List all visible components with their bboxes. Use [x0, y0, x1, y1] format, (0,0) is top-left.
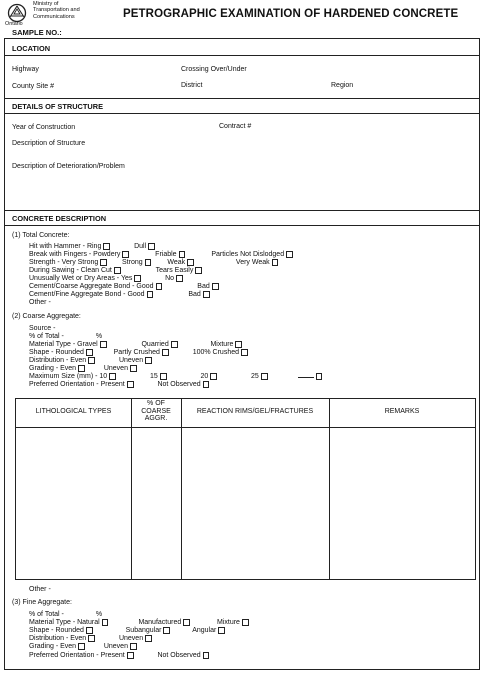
fine-not-observed-label: Not Observed: [157, 652, 201, 660]
fine-distribution-row: [29, 635, 152, 643]
break-fingers-label: Break with Fingers - Powdery: [29, 251, 121, 259]
contract-label: Contract #: [219, 123, 252, 130]
fully-crushed-checkbox[interactable]: [241, 349, 248, 356]
dull-checkbox[interactable]: [148, 243, 155, 250]
fine-mixture-checkbox[interactable]: [242, 619, 249, 626]
coarse-not-observed-label: Not Observed: [157, 381, 201, 389]
sawing-row: [29, 267, 202, 275]
size-25-label: 25: [251, 373, 259, 381]
angular-label: Angular: [192, 627, 217, 635]
wet-dry-label: Unusually Wet or Dry Areas - Yes: [29, 275, 133, 283]
coarse-mixture-label: Mixture: [210, 341, 234, 349]
coarse-bond-bad-label: Bad: [197, 283, 210, 291]
fine-bond-label: Cement/Fine Aggregate Bond - Good: [29, 291, 145, 299]
fine-pct-label: % of Total -: [29, 611, 64, 618]
max-size-row: [29, 373, 322, 381]
coarse-distribution-label: Distribution - Even: [29, 357, 87, 365]
coarse-bond-good-checkbox[interactable]: [156, 283, 163, 290]
fine-shape-label: Shape - Rounded: [29, 627, 84, 635]
natural-checkbox[interactable]: [102, 619, 109, 626]
fine-grading-label: Grading - Even: [29, 643, 77, 651]
coarse-pct-row: [29, 333, 102, 341]
manufactured-label: Manufactured: [138, 619, 182, 627]
concrete-other-label: Other -: [29, 299, 51, 306]
gravel-checkbox[interactable]: [100, 341, 107, 348]
lithology-table: [15, 398, 476, 580]
fine-not-observed-checkbox[interactable]: [203, 652, 210, 659]
coarse-grading-even-checkbox[interactable]: [78, 365, 85, 372]
size-20-label: 20: [200, 373, 209, 381]
table-other-label: Other -: [29, 586, 51, 593]
strength-row: [29, 259, 278, 267]
quarried-label: Quarried: [141, 341, 169, 349]
weak-checkbox[interactable]: [187, 259, 194, 266]
col-pct-coarse: [131, 400, 181, 423]
coarse-bond-row: [29, 283, 219, 291]
coarse-orientation-label: Preferred Orientation - Present: [29, 381, 125, 389]
table-col-divider: [131, 399, 132, 579]
coarse-dist-even-checkbox[interactable]: [88, 357, 95, 364]
particles-checkbox[interactable]: [286, 251, 293, 258]
size-15-label: 15: [149, 373, 158, 381]
coarse-bond-bad-checkbox[interactable]: [212, 283, 219, 290]
strength-label: Strength - Very Strong: [29, 259, 99, 267]
fine-material-label: Material Type - Natural: [29, 619, 100, 627]
max-size-label: Maximum Size (mm) - 10: [29, 373, 108, 381]
coarse-bond-label: Cement/Coarse Aggregate Bond - Good: [29, 283, 154, 291]
partly-crushed-label: Partly Crushed: [113, 349, 160, 357]
wet-dry-no-checkbox[interactable]: [176, 275, 183, 282]
table-header-divider: [16, 427, 475, 428]
divider: [4, 225, 480, 226]
divider: [4, 98, 480, 99]
fully-crushed-label: 100% Crushed: [192, 349, 239, 357]
concrete-heading: CONCRETE DESCRIPTION: [12, 214, 107, 223]
ontario-label: Ontario: [5, 21, 23, 27]
fine-shape-row: [29, 627, 225, 635]
fine-distribution-label: Distribution - Even: [29, 635, 87, 643]
coarse-pct-symbol: %: [95, 333, 103, 340]
coarse-orientation-row: [29, 381, 209, 389]
hit-hammer-row: [29, 243, 155, 251]
coarse-pct-label: % of Total -: [29, 333, 64, 340]
ministry-name: Ministry of Transportation and Communications: [33, 1, 80, 20]
coarse-shape-row: [29, 349, 248, 357]
table-col-divider: [329, 399, 330, 579]
year-label: Year of Construction: [12, 124, 76, 131]
very-weak-checkbox[interactable]: [272, 259, 279, 266]
fine-present-checkbox[interactable]: [127, 652, 134, 659]
fine-orientation-label: Preferred Orientation - Present: [29, 652, 125, 660]
partly-crushed-checkbox[interactable]: [162, 349, 169, 356]
subangular-checkbox[interactable]: [163, 627, 170, 634]
coarse-shape-label: Shape - Rounded: [29, 349, 84, 357]
fine-bond-bad-label: Bad: [188, 291, 201, 299]
col-reaction-rims: REACTION RIMS/GEL/FRACTURES: [196, 408, 314, 415]
coarse-mixture-checkbox[interactable]: [235, 341, 242, 348]
size-10-checkbox[interactable]: [109, 373, 116, 380]
strong-label: Strong: [122, 259, 143, 267]
divider: [4, 210, 480, 211]
dull-label: Dull: [134, 243, 147, 251]
coarse-heading: (2) Coarse Aggregate:: [12, 313, 81, 320]
sawing-label: During Sawing - Clean Cut: [29, 267, 112, 275]
wet-dry-yes-checkbox[interactable]: [134, 275, 141, 282]
fine-heading: (3) Fine Aggregate:: [12, 599, 72, 606]
size-15-checkbox[interactable]: [160, 373, 167, 380]
ring-checkbox[interactable]: [103, 243, 110, 250]
wet-dry-row: [29, 275, 183, 283]
col-pct-line-1: % OF: [147, 400, 165, 407]
quarried-checkbox[interactable]: [171, 341, 178, 348]
fine-dist-uneven-checkbox[interactable]: [145, 635, 152, 642]
fine-orientation-row: [29, 652, 209, 660]
coarse-rounded-checkbox[interactable]: [86, 349, 93, 356]
table-col-divider: [181, 399, 182, 579]
fine-grading-uneven-checkbox[interactable]: [130, 643, 137, 650]
weak-label: Weak: [167, 259, 186, 267]
coarse-dist-uneven-label: Uneven: [118, 357, 144, 365]
coarse-present-checkbox[interactable]: [127, 381, 134, 388]
fine-rounded-checkbox[interactable]: [86, 627, 93, 634]
very-strong-checkbox[interactable]: [100, 259, 107, 266]
size-20-checkbox[interactable]: [210, 373, 217, 380]
fine-mixture-label: Mixture: [217, 619, 240, 627]
coarse-not-observed-checkbox[interactable]: [203, 381, 210, 388]
col-pct-line-2: COARSE: [141, 407, 171, 415]
manufactured-checkbox[interactable]: [183, 619, 190, 626]
region-label: Region: [331, 82, 354, 89]
size-25-checkbox[interactable]: [261, 373, 268, 380]
powdery-checkbox[interactable]: [122, 251, 129, 258]
fine-pct-symbol: %: [95, 611, 103, 618]
fine-dist-uneven-label: Uneven: [118, 635, 144, 643]
particles-label: Particles Not Dislodged: [211, 251, 285, 259]
fine-bond-bad-checkbox[interactable]: [203, 291, 210, 298]
col-pct-line-3: AGGR.: [144, 415, 168, 423]
sample-no-label: SAMPLE NO.:: [12, 28, 62, 37]
fine-grading-uneven-label: Uneven: [103, 643, 128, 651]
fine-grading-even-checkbox[interactable]: [78, 643, 85, 650]
wet-dry-no-label: No: [165, 275, 175, 283]
coarse-grading-row: [29, 365, 137, 373]
fine-material-row: [29, 619, 249, 627]
coarse-dist-uneven-checkbox[interactable]: [145, 357, 152, 364]
clean-cut-checkbox[interactable]: [114, 267, 121, 274]
fine-bond-row: [29, 291, 210, 299]
deterioration-label: Description of Deterioration/Problem: [12, 163, 125, 170]
coarse-grading-uneven-label: Uneven: [103, 365, 128, 373]
location-heading: LOCATION: [12, 44, 51, 53]
angular-checkbox[interactable]: [218, 627, 225, 634]
total-concrete-heading: (1) Total Concrete:: [12, 232, 70, 239]
district-label: District: [181, 82, 203, 89]
highway-label: Highway: [12, 66, 39, 73]
divider: [4, 113, 480, 114]
size-other-line[interactable]: [298, 377, 314, 378]
strong-checkbox[interactable]: [145, 259, 152, 266]
crossing-label: Crossing Over/Under: [181, 66, 247, 73]
divider: [4, 55, 480, 56]
coarse-distribution-row: [29, 357, 152, 365]
tears-checkbox[interactable]: [195, 267, 202, 274]
coarse-grading-uneven-checkbox[interactable]: [130, 365, 137, 372]
structure-description-label: Description of Structure: [12, 140, 86, 147]
coarse-material-row: [29, 341, 242, 349]
coarse-grading-label: Grading - Even: [29, 365, 77, 373]
structure-heading: DETAILS OF STRUCTURE: [12, 102, 104, 111]
coarse-source-label: Source -: [29, 325, 56, 332]
hit-hammer-label: Hit with Hammer - Ring: [29, 243, 102, 251]
fine-bond-good-checkbox[interactable]: [147, 291, 154, 298]
size-other-checkbox[interactable]: [316, 373, 323, 380]
fine-pct-row: [29, 611, 102, 619]
county-site-label: County Site #: [12, 83, 55, 90]
friable-label: Friable: [155, 251, 177, 259]
break-fingers-row: [29, 251, 293, 259]
ontario-trillium-logo: [6, 3, 28, 23]
fine-dist-even-checkbox[interactable]: [88, 635, 95, 642]
friable-checkbox[interactable]: [179, 251, 186, 258]
fine-grading-row: [29, 643, 137, 651]
very-weak-label: Very Weak: [235, 259, 270, 267]
form-title: PETROGRAPHIC EXAMINATION OF HARDENED CONCRETE: [123, 8, 459, 20]
tears-label: Tears Easily: [155, 267, 194, 275]
col-remarks: REMARKS: [384, 408, 420, 415]
col-lithological-types: LITHOLOGICAL TYPES: [35, 408, 112, 415]
coarse-material-label: Material Type - Gravel: [29, 341, 98, 349]
subangular-label: Subangular: [125, 627, 162, 635]
